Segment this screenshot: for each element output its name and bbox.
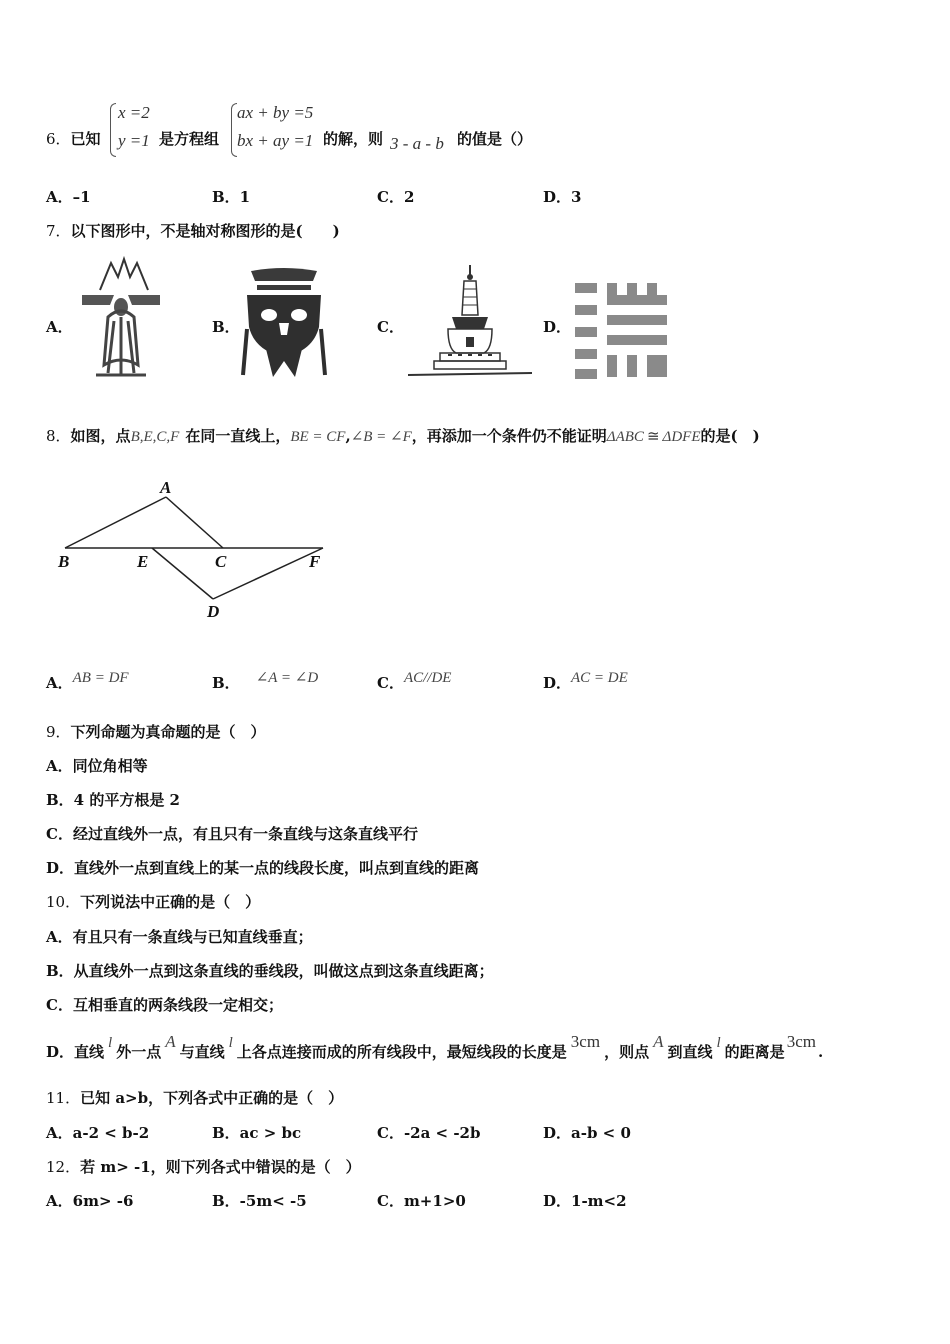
option-a: A．–1: [46, 188, 91, 206]
question-number: 11．: [46, 1089, 81, 1107]
length-value: 3cm: [570, 1032, 601, 1051]
equation-brace: [110, 103, 116, 157]
option-a: A．有且只有一条直线与已知直线垂直；: [46, 928, 313, 946]
question-number: 9．: [46, 723, 71, 741]
option-b-label: B．: [212, 318, 240, 336]
mask-figure-b: [243, 265, 325, 379]
triangle-2: ΔDFE: [662, 429, 701, 445]
question-text: 的解，则: [323, 130, 384, 148]
option-b: B．4 的平方根是 2: [46, 791, 180, 809]
points-expr: B,E,C,F: [130, 429, 180, 445]
option-c: C．互相垂直的两条线段一定相交；: [46, 996, 283, 1014]
option-d: D．AC = DE: [543, 670, 628, 692]
equation-system: ax + by =5 bx + ay =1: [237, 103, 314, 150]
question-text: 的值是（）: [457, 130, 533, 148]
question-text: 若 m> -1，则下列各式中错误的是（ ）: [80, 1158, 361, 1176]
condition-2: ∠B = ∠F: [350, 429, 412, 445]
option-a-label: A．: [46, 318, 73, 336]
point-a: A: [653, 1032, 664, 1051]
label-d: D: [207, 602, 220, 621]
pagoda-figure-c: [408, 265, 532, 380]
option-d: D．直线 l 外一点A与直线 l 上各点连接而成的所有线段中，最短线段的长度是3cm，则点A到直线 l 的距离是3cm.: [46, 1032, 824, 1061]
question-text: 下列说法中正确的是（ ）: [80, 893, 261, 911]
condition-1: BE = CF: [290, 429, 346, 445]
option-c: C．AC//DE: [377, 670, 452, 692]
option-d-label: D．: [543, 318, 572, 336]
option-c: C．经过直线外一点，有且只有一条直线与这条直线平行: [46, 825, 418, 843]
question-text: 已知 a>b，下列各式中正确的是（ ）: [80, 1089, 344, 1107]
line-l: l: [228, 1035, 233, 1051]
question-text: 下列命题为真命题的是（ ）: [70, 723, 266, 741]
option-a: A．a-2 < b-2: [46, 1124, 150, 1142]
option-b: B．-5m< -5: [212, 1192, 307, 1210]
distance-value: 3cm: [786, 1032, 816, 1051]
option-d: D．a-b < 0: [543, 1124, 631, 1142]
solution-system: x =2 y =1: [118, 103, 150, 150]
expression: 3 - a - b: [390, 134, 444, 153]
label-e: E: [137, 552, 149, 571]
question-number: 12．: [46, 1158, 81, 1176]
label-b: B: [58, 552, 70, 571]
label-f: F: [309, 552, 321, 571]
option-b: B． ∠A = ∠D: [212, 670, 319, 692]
question-number: 7．: [46, 222, 71, 240]
option-b: B．ac > bc: [212, 1124, 302, 1142]
line-l: l: [108, 1035, 113, 1051]
emblem-figure-a: [78, 255, 164, 380]
label-c: C: [215, 552, 227, 571]
question-number: 8．: [46, 427, 71, 445]
geometry-figure: [55, 475, 335, 625]
line-l: l: [716, 1035, 721, 1051]
question-text: 已知: [70, 130, 101, 148]
option-c: C．2: [377, 188, 415, 206]
option-a: A．同位角相等: [46, 757, 148, 775]
option-b: B．1: [212, 188, 251, 206]
question-text: 以下图形中，不是轴对称图形的是( ): [70, 222, 340, 240]
option-c: C．-2a < -2b: [377, 1124, 481, 1142]
pattern-figure-d: [575, 283, 671, 379]
option-d: D．3: [543, 188, 582, 206]
option-c: C．m+1>0: [377, 1192, 466, 1210]
point-a: A: [165, 1032, 176, 1051]
option-a: A．6m> -6: [46, 1192, 134, 1210]
label-a: A: [160, 478, 172, 497]
option-c-label: C．: [377, 318, 404, 336]
triangle-1: ΔABC: [606, 429, 644, 445]
question-number: 10．: [46, 893, 81, 911]
question-number: 6．: [46, 130, 71, 148]
option-a: A．AB = DF: [46, 670, 129, 692]
option-d: D．直线外一点到直线上的某一点的线段长度，叫点到直线的距离: [46, 859, 480, 877]
option-d: D．1-m<2: [543, 1192, 627, 1210]
option-b: B．从直线外一点到这条直线的垂线段，叫做这点到这条直线距离；: [46, 962, 494, 980]
question-text: 是方程组: [159, 130, 220, 148]
